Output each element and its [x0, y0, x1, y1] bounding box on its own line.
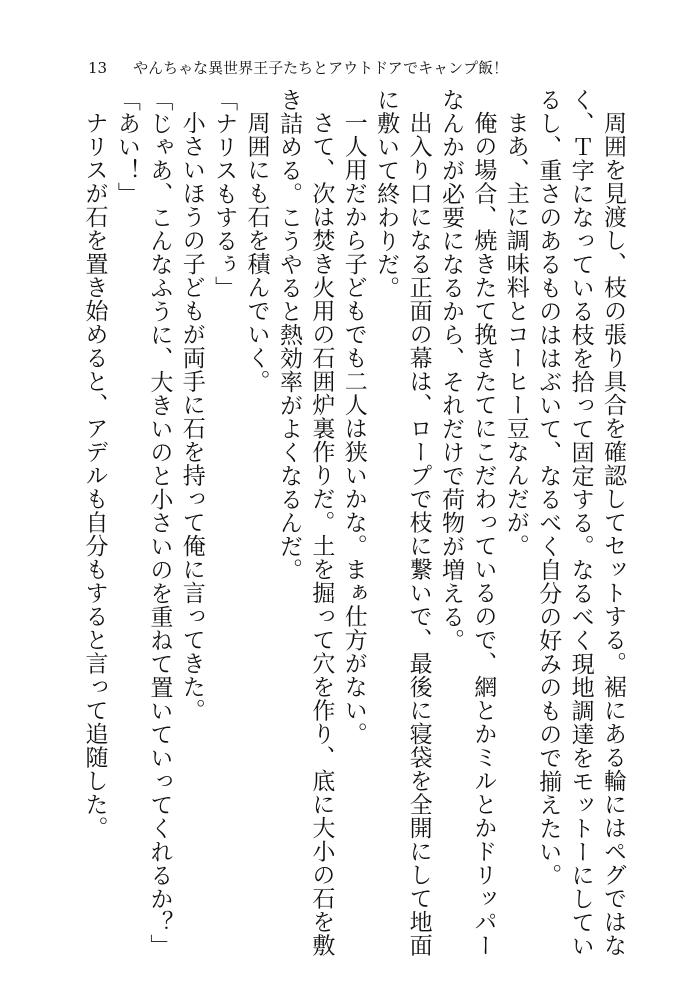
paragraph: 俺の場合、焼きたて挽きたてにこだわっているので、網とかミルとかドリッパーなんかが必要になるから、それだけで荷物が増える。 [437, 88, 497, 957]
dialogue-line: 「ナリスもするぅ」 [211, 88, 238, 300]
vertical-body-text [78, 88, 629, 978]
book-title: やんちゃな異世界王子たちとアウトドアでキャンプ飯！ [133, 59, 509, 77]
paragraph: 一人用だから子どもでも二人は狭いかな。まぁ仕方がない。 [340, 111, 367, 746]
dialogue-line: 「あい！」 [113, 88, 140, 206]
paragraph: さて、次は焚き火用の石囲炉裏作りだ。土を掘って穴を作り、底に大小の石を敷き詰める。こうやると熱効率がよくなるんだ。 [275, 88, 335, 957]
page-number: 13 [88, 59, 108, 77]
paragraph: 小さいほうの子どもが両手に石を持って俺に言ってきた。 [178, 111, 205, 722]
paragraph: ナリスが石を置き始めると、アデルも自分もすると言って追随した。 [81, 111, 108, 840]
paragraph: まあ、主に調味料とコーヒー豆なんだが。 [502, 111, 529, 558]
paragraph: 周囲にも石を積んでいく。 [243, 111, 270, 393]
dialogue-line: 「じゃあ、こんなふうに、大きいのと小さいのを重ねて置いていってくれるか？」 [146, 88, 173, 958]
paragraph: 出入り口になる正面の幕は、ロープで枝に繋いで、最後に寝袋を全開にして地面に敷いて終わりだ。 [373, 88, 432, 957]
paragraph: 周囲を見渡し、枝の張り具合を確認してセットする。裾にある輪にはペグではなく、Ｔ字になっている枝を拾って固定する。なるべく現地調達をモットーにしているし、重さのあるものははぶいて、なるべく自分の好みのもので揃えたい。 [535, 88, 626, 958]
running-header [88, 58, 508, 78]
